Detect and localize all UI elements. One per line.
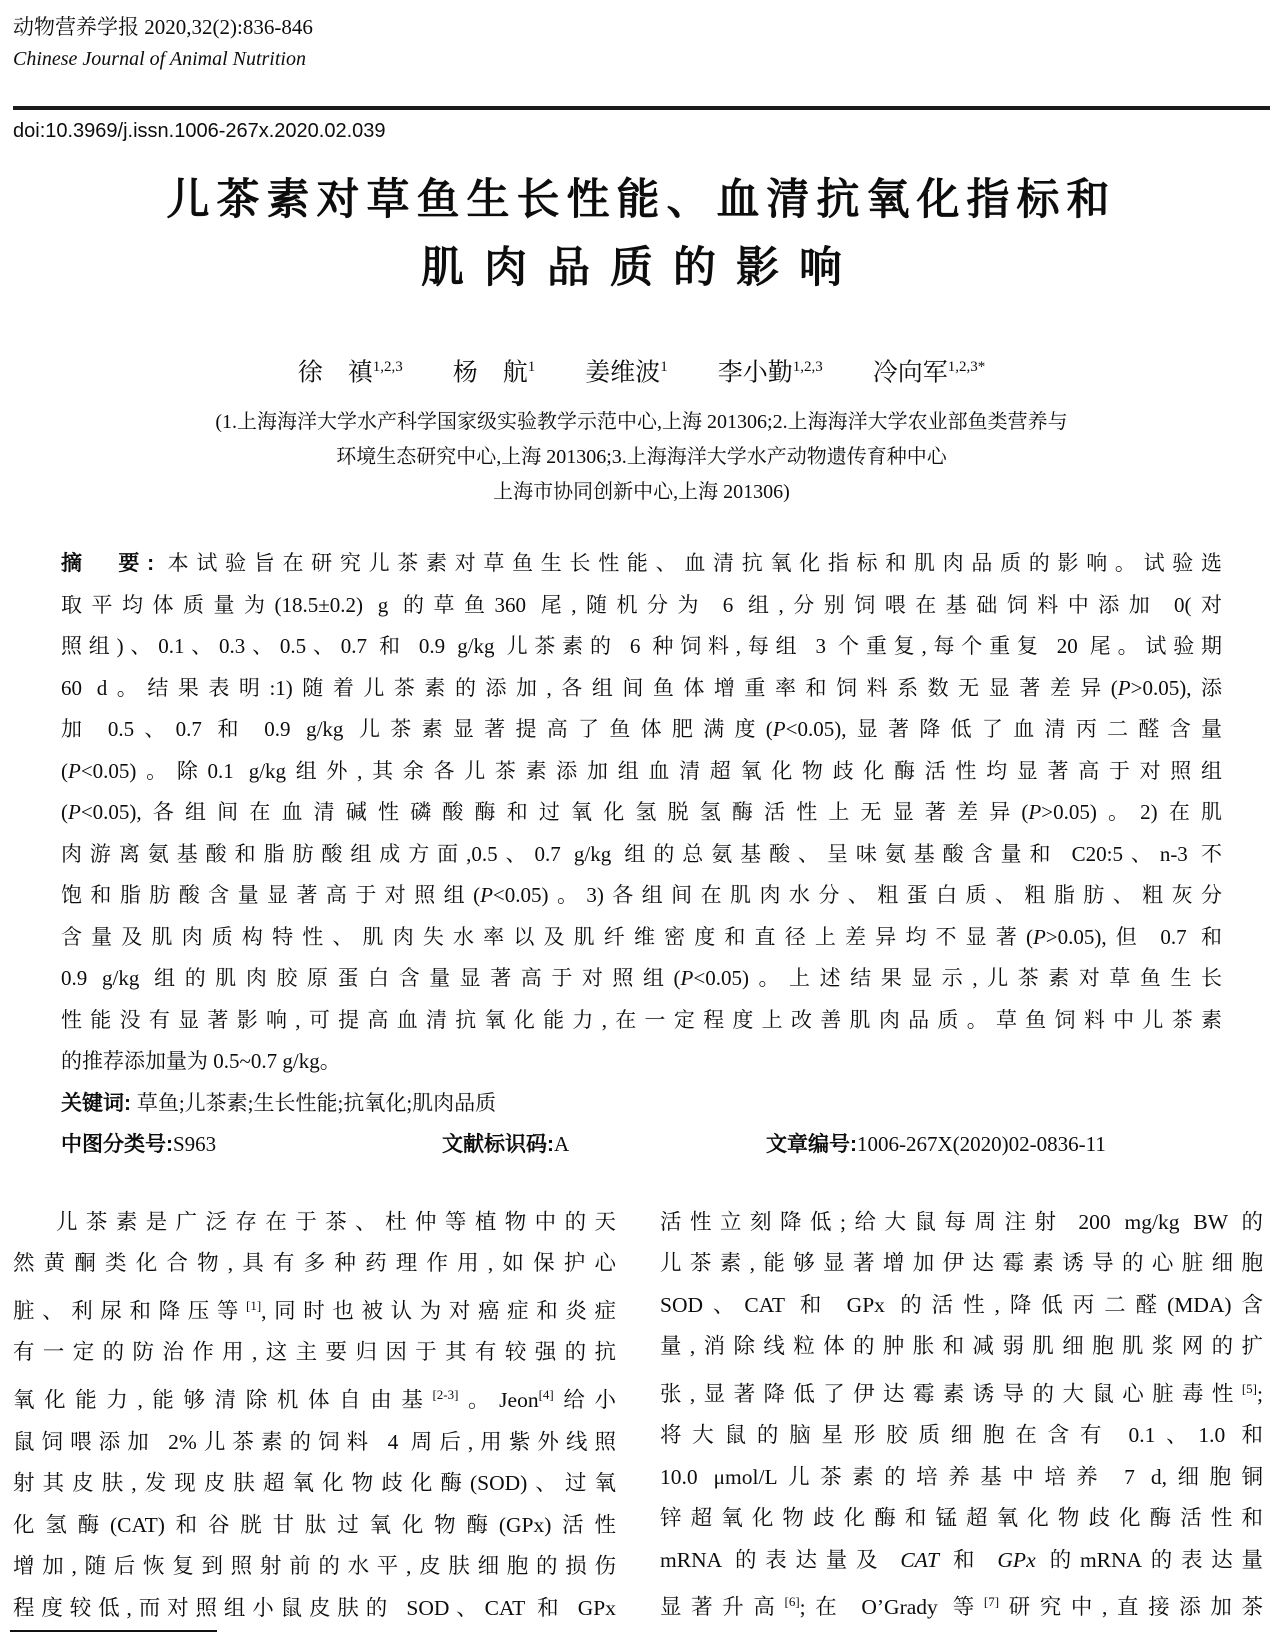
abstract-line-1: 摘 要: 本试验旨在研究儿茶素对草鱼生长性能、血清抗氧化指标和肌肉品质的影响。试验选 [61,551,1223,576]
abstract-line-11: 0.9 g/kg 组的肌肉胶原蛋白含量显著高于对照组(P<0.05)。上述结果显示,儿茶素对草鱼生长 [61,966,1222,991]
body-left-line-9: 增加,随后恢复到照射前的水平,皮肤细胞的损伤 [13,1554,616,1579]
affiliation-line-2: 环境生态研究中心,上海 201306;3.上海海洋大学水产动物遗传育种中心 [336,446,947,469]
body-left-line-10: 程度较低,而对照组小鼠皮肤的 SOD、CAT 和 GPx [13,1595,616,1620]
article-title-line-2: 肌肉品质的影响 [421,244,862,292]
body-right-line-3: SOD、CAT 和 GPx 的活性,降低丙二醛(MDA)含 [660,1292,1263,1317]
abstract-block [61,543,1222,1083]
body-right-line-8: 锌超氧化物歧化酶和锰超氧化物歧化酶活性和 [660,1506,1263,1531]
body-left-line-7: 射其皮肤,发现皮肤超氧化物歧化酶(SOD)、过氧 [13,1471,616,1496]
body-right-column [660,1202,1263,1629]
body-left-line-2: 然黄酮类化合物,具有多种药理作用,如保护心 [13,1251,616,1276]
keywords-line: 关键词: 草鱼;儿茶素;生长性能;抗氧化;肌肉品质 [61,1090,497,1115]
body-right-line-10: 显著升高[6];在 O’Grady 等[7]研究中,直接添加茶 [660,1594,1263,1620]
body-right-line-9: mRNA 的表达量及 CAT 和 GPx 的mRNA的表达量 [660,1547,1263,1572]
body-left-column [13,1202,616,1629]
body-right-line-7: 10.0 μmol/L儿茶素的培养基中培养 7 d,细胞铜 [660,1464,1263,1489]
body-right-line-6: 将大鼠的脑星形胶质细胞在含有 0.1、1.0 和 [660,1423,1263,1448]
classification-line [61,1124,1222,1166]
abstract-line-10: 含量及肌肉质构特性、肌肉失水率以及肌纤维密度和直径上差异均不显著(P>0.05),但 0.7 和 [61,924,1222,949]
article-title [13,166,1270,302]
body-right-line-1: 活性立刻降低;给大鼠每周注射 200 mg/kg BW 的 [660,1209,1263,1234]
article-id: 文章编号:1006-267X(2020)02-0836-11 [766,1132,1106,1157]
body-right-line-2: 儿茶素,能够显著增加伊达霉素诱导的心脏细胞 [660,1251,1263,1276]
doi-text: doi:10.3969/j.issn.1006-267x.2020.02.039 [13,120,386,142]
abstract-line-9: 饱和脂肪酸含量显著高于对照组(P<0.05)。3)各组间在肌肉水分、粗蛋白质、粗脂肪、粗灰分 [61,883,1223,908]
abstract-line-8: 肉游离氨基酸和脂肪酸组成方面,0.5、0.7 g/kg 组的总氨基酸、呈味氨基酸含量和 C20:5、n-3 不 [61,841,1222,866]
abstract-line-6: (P<0.05)。除0.1 g/kg组外,其余各儿茶素添加组血清超氧化物歧化酶活性均显著高于对照组 [61,758,1222,783]
affiliation-line-3: 上海市协同创新中心,上海 201306) [493,481,790,504]
abstract-line-12: 性能没有显著影响,可提高血清抗氧化能力,在一定程度上改善肌肉品质。草鱼饲料中儿茶素 [61,1007,1222,1032]
abstract-line-7: (P<0.05),各组间在血清碱性磷酸酶和过氧化氢脱氢酶活性上无显著差异(P>0.05)。2)在肌 [61,800,1222,825]
journal-name-en: Chinese Journal of Animal Nutrition [13,48,306,70]
authors-line: 徐 禛$^{1,2,3}$ 杨 航$^1$ 姜维波$^1$ 李小勤$^{1,2,3}$ 冷向军$^{1,2,3*}$ [297,359,986,387]
journal-name-citation-cn: 动物营养学报 2020,32(2):836-846 [13,15,313,39]
abstract-line-5: 加 0.5、0.7 和 0.9 g/kg 儿茶素显著提高了鱼体肥满度(P<0.05),显著降低了血清丙二醛含量 [61,717,1222,742]
abstract-line-3: 照组)、0.1、0.3、0.5、0.7 和 0.9 g/kg 儿茶素的 6 种饲料,每组 3 个重复,每个重复 20 尾。试验期 [61,634,1222,659]
document-code: 文献标识码:A [442,1132,570,1157]
footnote-divider-rule [10,1630,217,1632]
body-left-line-4: 有一定的防治作用,这主要归因于其有较强的抗 [13,1340,616,1365]
article-title-line-1: 儿茶素对草鱼生长性能、血清抗氧化指标和 [166,176,1117,224]
affiliations-block [13,405,1270,510]
body-right-line-5: 张,显著降低了伊达霉素诱导的大鼠心脏毒性[5]; [660,1380,1263,1406]
body-two-columns [13,1202,1270,1629]
body-left-line-1: 儿茶素是广泛存在于茶、杜仲等植物中的天 [56,1209,616,1234]
abstract-line-13: 的推荐添加量为 0.5~0.7 g/kg。 [61,1049,341,1074]
body-left-line-8: 化氢酶(CAT)和谷胱甘肽过氧化物酶(GPx)活性 [13,1512,616,1537]
body-left-line-3: 脏、利尿和降压等[1],同时也被认为对癌症和炎症 [13,1297,616,1323]
header-divider-rule [13,106,1270,110]
affiliation-line-1: (1.上海海洋大学水产科学国家级实验教学示范中心,上海 201306;2.上海海洋大学农业部鱼类营养与 [215,411,1068,434]
body-left-line-6: 鼠饲喂添加 2%儿茶素的饲料 4 周后,用紫外线照 [13,1429,616,1454]
abstract-line-2: 取平均体质量为(18.5±0.2) g 的草鱼360 尾,随机分为 6 组,分别饲喂在基础饲料中添加 0(对 [61,592,1222,617]
abstract-line-4: 60 d。结果表明:1)随着儿茶素的添加,各组间鱼体增重率和饲料系数无显著差异(P>0.05),添 [61,675,1222,700]
body-right-line-4: 量,消除线粒体的肿胀和减弱肌细胞肌浆网的扩 [660,1334,1263,1359]
clc-number: 中图分类号:S963 [61,1132,217,1157]
body-left-line-5: 氧化能力,能够清除机体自由基[2-3]。Jeon[4]给小 [13,1386,616,1413]
